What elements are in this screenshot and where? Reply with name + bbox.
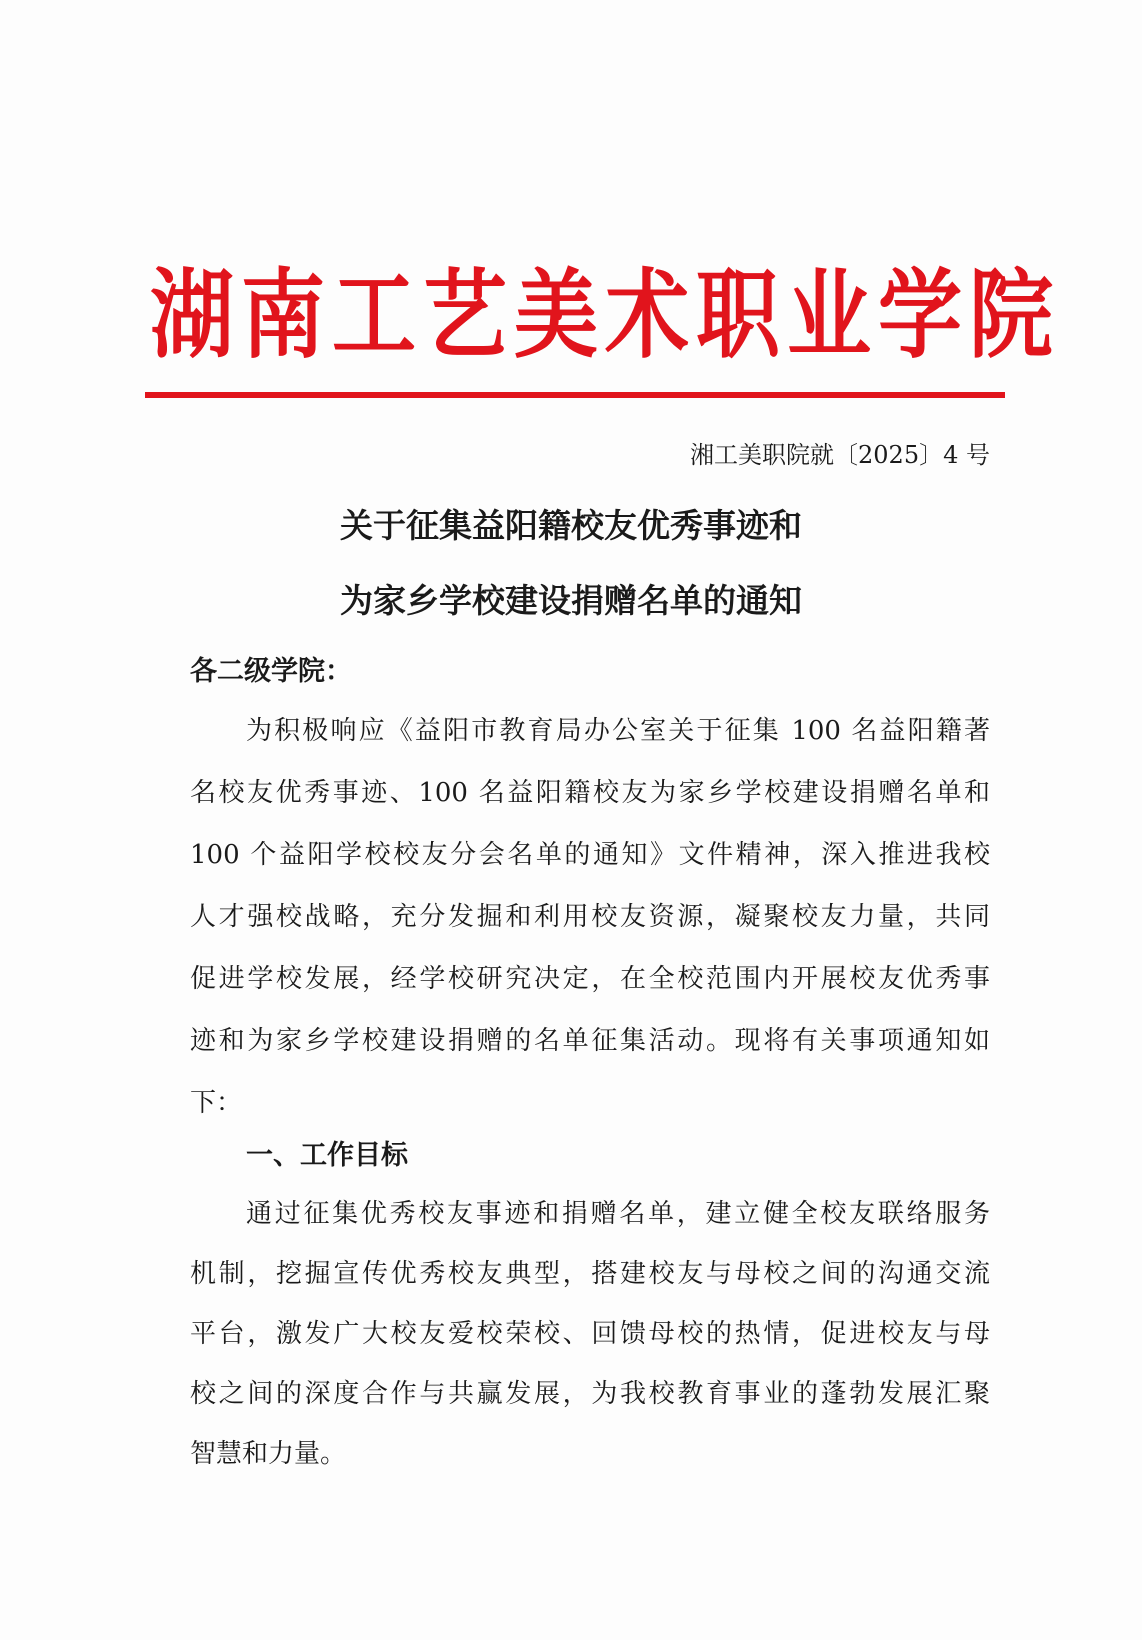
section-heading-work-goals: 一、工作目标 (246, 1140, 408, 1171)
paragraph-intro (190, 700, 990, 1134)
paragraph-line: 智慧和力量。 (190, 1439, 347, 1469)
paragraph-line: 下： (190, 1088, 243, 1118)
paragraph-line: 机制，挖掘宣传优秀校友典型，搭建校友与母校之间的沟通交流 (190, 1259, 990, 1289)
paragraph-line: 校之间的深度合作与共赢发展，为我校教育事业的蓬勃发展汇聚 (190, 1379, 990, 1409)
paragraph-line: 为积极响应《益阳市教育局办公室关于征集 100 名益阳籍著 (246, 716, 990, 746)
paragraph-line: 人才强校战略，充分发掘和利用校友资源，凝聚校友力量，共同 (190, 902, 990, 932)
paragraph-line: 通过征集优秀校友事迹和捐赠名单，建立健全校友联络服务 (246, 1199, 990, 1229)
institution-header: 湖南工艺美术职业学院 (150, 258, 1061, 372)
header-red-rule (145, 392, 1005, 398)
salutation: 各二级学院： (190, 656, 352, 687)
paragraph-line: 名校友优秀事迹、100 名益阳籍校友为家乡学校建设捐赠名单和 (190, 778, 990, 808)
paragraph-line: 促进学校发展，经学校研究决定，在全校范围内开展校友优秀事 (190, 964, 990, 994)
document-title-line-1: 关于征集益阳籍校友优秀事迹和 (340, 506, 802, 545)
paragraph-line: 迹和为家乡学校建设捐赠的名单征集活动。现将有关事项通知如 (190, 1026, 990, 1056)
paragraph-line: 平台，激发广大校友爱校荣校、回馈母校的热情，促进校友与母 (190, 1319, 990, 1349)
document-number: 湘工美职院就〔2025〕4 号 (690, 441, 990, 469)
document-title-line-2: 为家乡学校建设捐赠名单的通知 (340, 581, 802, 620)
paragraph-work-goals (190, 1184, 990, 1484)
paragraph-line: 100 个益阳学校校友分会名单的通知》文件精神，深入推进我校 (190, 840, 990, 870)
